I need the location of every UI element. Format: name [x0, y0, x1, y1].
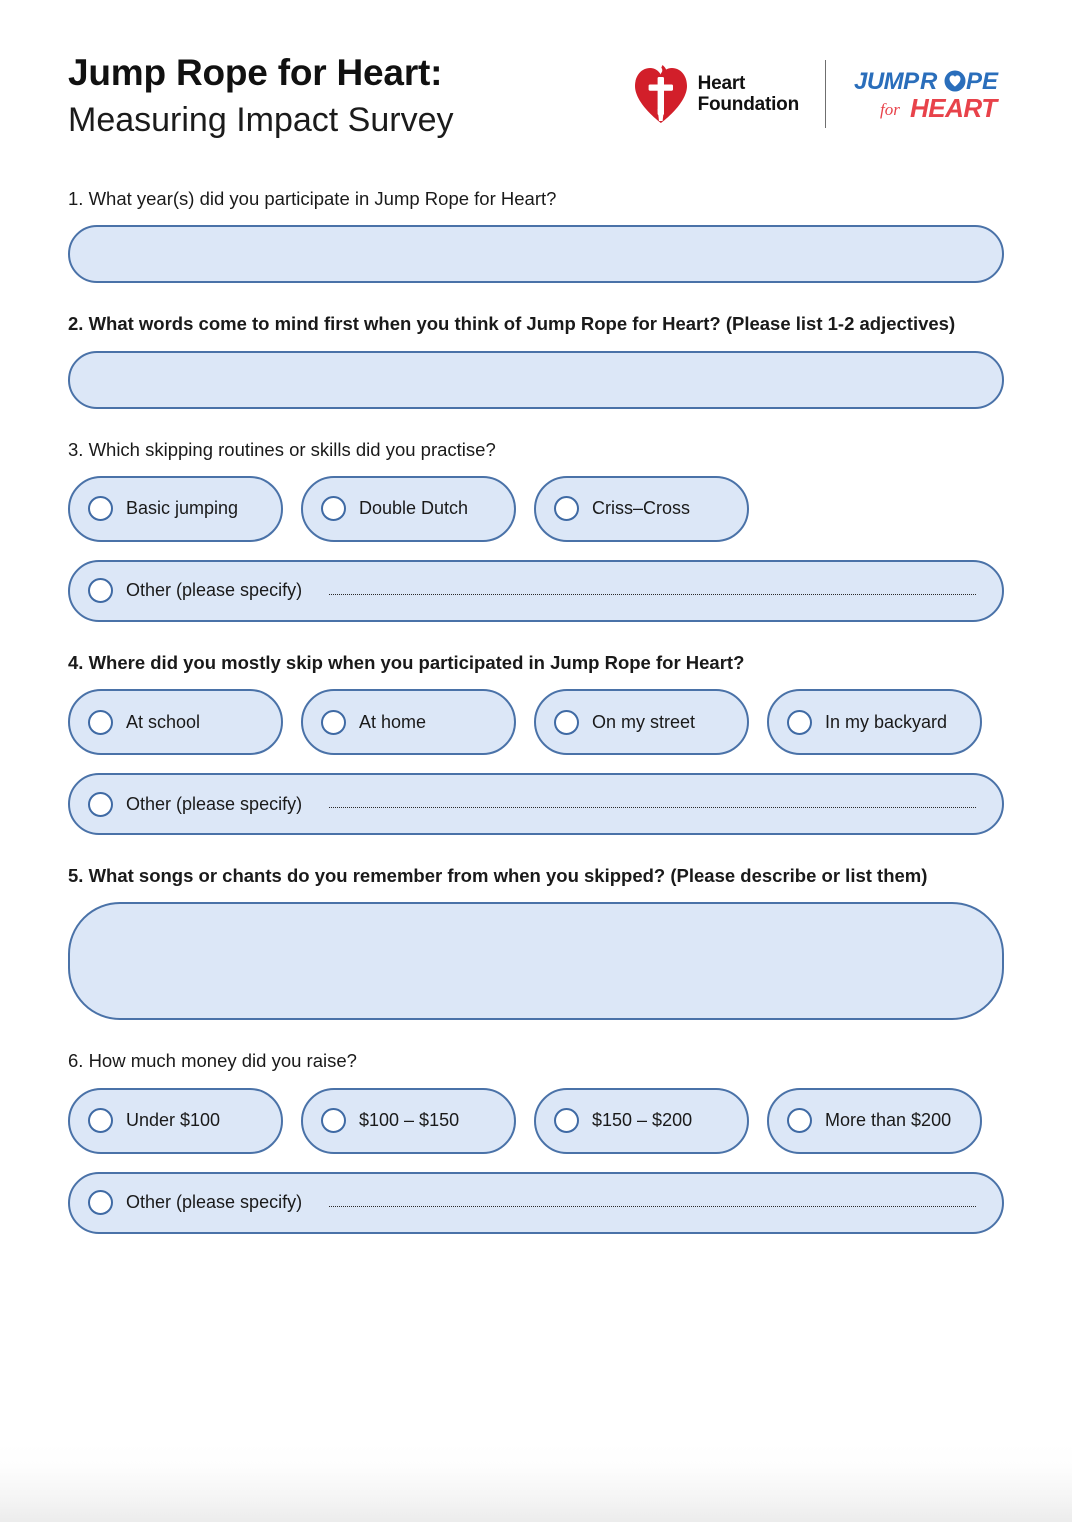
radio-icon[interactable]	[88, 792, 113, 817]
option-more-than-200[interactable]	[767, 1088, 982, 1154]
heart-foundation-wordmark	[698, 73, 799, 116]
question-q6-other[interactable]	[68, 1172, 1004, 1234]
option-150-200[interactable]	[534, 1088, 749, 1154]
jump-rope-for-heart-logo	[852, 63, 1004, 125]
option-label: In my backyard	[825, 711, 948, 732]
option-100-150[interactable]	[301, 1088, 516, 1154]
page-title: Jump Rope for Heart:	[68, 52, 443, 93]
other-label: Other (please specify)	[126, 580, 303, 601]
question-q2	[68, 311, 1004, 408]
option-label: More than $200	[825, 1110, 952, 1131]
option-label: At school	[126, 711, 201, 732]
option-double-dutch[interactable]	[301, 476, 516, 542]
option-label: Basic jumping	[126, 498, 239, 519]
option-criss-cross[interactable]	[534, 476, 749, 542]
jrfh-for-text: for	[880, 100, 900, 119]
option-at-home[interactable]	[301, 689, 516, 755]
question-q2-text: 2. What words come to mind first when you think of Jump Rope for Heart? (Please list 1-2 adjectives)	[68, 313, 956, 335]
question-q5-textarea[interactable]	[68, 902, 1004, 1020]
option-label: On my street	[592, 711, 696, 732]
option-under-100[interactable]	[68, 1088, 283, 1154]
page-bottom-shadow	[0, 1444, 1072, 1522]
logo-group	[633, 48, 1004, 128]
radio-icon[interactable]	[787, 1108, 812, 1133]
option-label: Double Dutch	[359, 498, 469, 519]
question-q4-text: 4. Where did you mostly skip when you participated in Jump Rope for Heart?	[68, 651, 745, 673]
heart-torch-icon	[633, 63, 689, 125]
radio-icon[interactable]	[554, 1108, 579, 1133]
option-label: At home	[359, 711, 427, 732]
other-write-in-line[interactable]	[329, 593, 976, 595]
question-q3-other[interactable]	[68, 560, 1004, 622]
question-q5-text: 5. What songs or chants do you remember from when you skipped? (Please describe or list them)	[68, 865, 928, 887]
radio-icon[interactable]	[321, 710, 346, 735]
option-label: $150 – $200	[592, 1110, 693, 1131]
question-q1	[68, 186, 1004, 283]
question-q1-input[interactable]	[68, 225, 1004, 283]
other-write-in-line[interactable]	[329, 1205, 976, 1207]
question-q3-text: 3. Which skipping routines or skills did you practise?	[68, 438, 496, 460]
question-q1-text: 1. What year(s) did you participate in Jump Rope for Heart?	[68, 188, 557, 209]
radio-icon[interactable]	[88, 496, 113, 521]
question-q4	[68, 650, 1004, 835]
question-q2-input[interactable]	[68, 351, 1004, 409]
option-label: Criss–Cross	[592, 498, 691, 519]
other-label: Other (please specify)	[126, 1192, 303, 1213]
hf-word-line2: Foundation	[697, 94, 799, 115]
page-header	[68, 48, 1004, 158]
option-label: $100 – $150	[359, 1110, 460, 1131]
option-on-my-street[interactable]	[534, 689, 749, 755]
radio-icon[interactable]	[88, 578, 113, 603]
jrfh-heart-text: HEART	[910, 93, 997, 123]
jrfh-rope-pe-text: PE	[966, 68, 999, 95]
logo-divider	[825, 60, 826, 128]
other-write-in-line[interactable]	[329, 806, 976, 808]
radio-icon[interactable]	[321, 496, 346, 521]
question-q4-other[interactable]	[68, 773, 1004, 835]
option-at-school[interactable]	[68, 689, 283, 755]
jrfh-rope-r-text: R	[920, 68, 938, 95]
radio-icon[interactable]	[88, 710, 113, 735]
hf-word-line1: Heart	[697, 72, 746, 94]
question-q6	[68, 1048, 1004, 1233]
question-q6-options	[68, 1088, 1004, 1154]
page-subtitle: Measuring Impact Survey	[68, 101, 454, 140]
jrfh-jump-text: JUMP	[854, 68, 919, 95]
title-group	[68, 48, 454, 141]
radio-icon[interactable]	[554, 496, 579, 521]
question-q3-options	[68, 476, 1004, 542]
question-q5	[68, 863, 1004, 1020]
question-q4-options	[68, 689, 1004, 755]
radio-icon[interactable]	[554, 710, 579, 735]
option-label: Under $100	[126, 1110, 221, 1131]
option-in-my-backyard[interactable]	[767, 689, 982, 755]
radio-icon[interactable]	[88, 1108, 113, 1133]
radio-icon[interactable]	[321, 1108, 346, 1133]
heart-foundation-logo	[633, 63, 799, 125]
question-q6-text: 6. How much money did you raise?	[68, 1050, 357, 1072]
other-label: Other (please specify)	[126, 793, 303, 814]
radio-icon[interactable]	[88, 1190, 113, 1215]
question-q3	[68, 437, 1004, 622]
option-basic-jumping[interactable]	[68, 476, 283, 542]
radio-icon[interactable]	[787, 710, 812, 735]
